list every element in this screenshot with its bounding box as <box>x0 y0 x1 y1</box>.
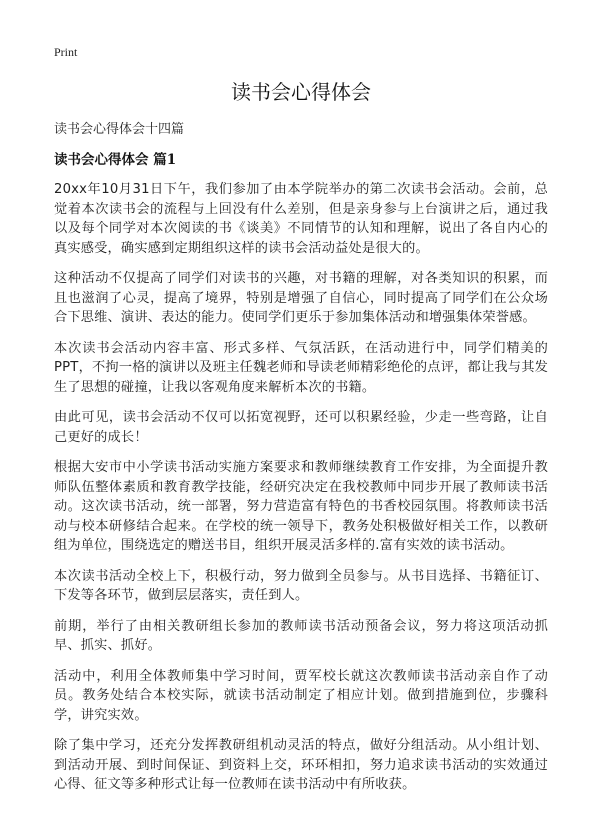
paragraph: 活动中，利用全体教师集中学习时间，贾军校长就这次教师读书活动亲自作了动员。教务处结合本校实际，就读书活动制定了相应计划。做到措施到位，步骤科学，讲究实效。 <box>54 668 548 723</box>
paragraph: 由此可见，读书会活动不仅可以拓宽视野，还可以积累经验，少走一些弯路，让自己更好的成长！ <box>54 410 548 445</box>
paragraph: 这种活动不仅提高了同学们对读书的兴趣，对书籍的理解，对各类知识的积累，而且也滋润了心灵，提高了境界，特别是增强了自信心，同时提高了同学们在公众场合下思维、演讲、表达的能力。使同学们更乐于参加集体活动和增强集体荣誉感。 <box>54 271 548 325</box>
paragraph: 本次读书会活动内容丰富、形式多样、气氛活跃，在活动进行中，同学们精美的PPT，不拘一格的演讲以及班主任魏老师和导读老师精彩绝伦的点评，都让我与其发生了思想的碰撞，让我以客观角度来解析本次的书籍。 <box>54 340 548 395</box>
section-heading: 读书会心得体会 篇1 <box>54 152 177 168</box>
document-title: 读书会心得体会 <box>231 80 371 104</box>
document-page <box>54 44 548 806</box>
paragraph: 本次读书活动全校上下，积极行动，努力做到全员参与。从书目选择、书籍征订、下发等各环节，做到层层落实，责任到人。 <box>54 568 548 603</box>
paragraph: 前期，举行了由相关教研组长参加的教师读书活动预备会议，努力将这项活动抓早、抓实、抓好。 <box>54 618 548 653</box>
paragraph: 除了集中学习，还充分发挥教研组机动灵活的特点，做好分组活动。从小组计划、到活动开展、到时间保证、到资料上交，环环相扣，努力追求读书活动的实效通过心得、征文等多种形式让每一位教师在读书活动中有所收获。 <box>54 738 548 792</box>
print-label: Print <box>54 45 78 59</box>
paragraph: 根据大安市中小学读书活动实施方案要求和教师继续教育工作安排，为全面提升教师队伍整体素质和教育教学技能，经研究决定在我校教师中同步开展了教师读书活动。这次读书活动，统一部署，努力营造富有特色的书香校园氛围。将教师读书活动与校本研修结合起来。在学校的统一领导下，教务处积极做好相关工作，以教研组为单位，围绕选定的赠送书目，组织开展灵活多样的.富有实效的读书活动。 <box>54 460 548 553</box>
paragraph: 20xx年10月31日下午，我们参加了由本学院举办的第二次读书会活动。会前，总觉着本次读书会的流程与上回没有什么差别，但是亲身参与上台演讲之后，通过我以及每个同学对本次阅读的书《谈美》不同情节的认知和理解，说出了各自内心的真实感受，确实感到定期组织这样的读书会活动益处是很大的。 <box>54 182 548 256</box>
document-subtitle: 读书会心得体会十四篇 <box>54 122 185 137</box>
